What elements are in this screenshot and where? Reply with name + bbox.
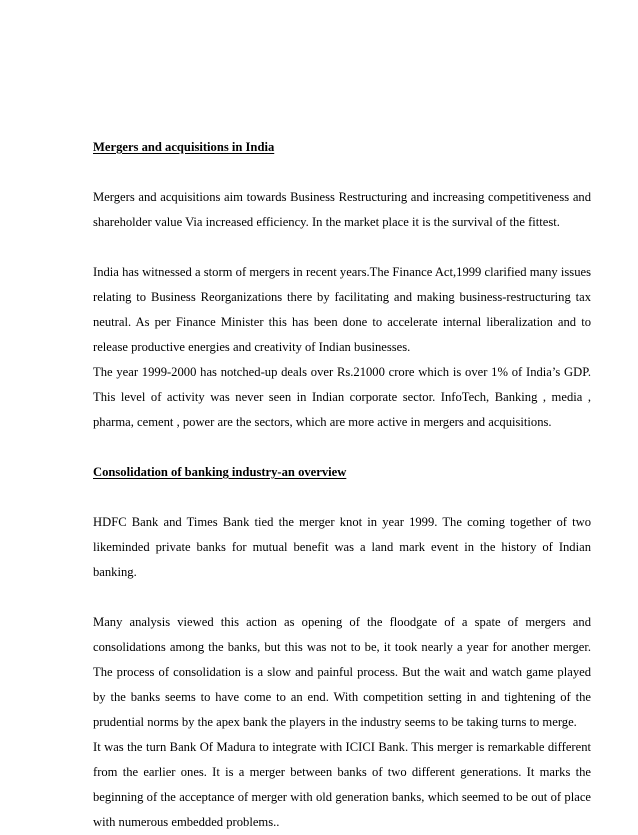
paragraph-finance-act: India has witnessed a storm of mergers in recent years.The Finance Act,1999 clarified many issues relating to Business Reorganizations there by facilitating and making business-restructuring tax neutral. As per Finance Minister this has been done to accelerate internal liberalization and to release productive energies and creativity of Indian businesses.: [93, 265, 591, 354]
section-heading-mergers-india: Mergers and acquisitions in India: [93, 140, 275, 154]
spacer: [93, 160, 591, 185]
paragraph-floodgate: Many analysis viewed this action as opening of the floodgate of a spate of mergers and consolidations among the banks, but this was not to be, it took nearly a year for another merger. The process of consolidation is a slow and painful process. But the wait and watch game played by the banks seems to have come to an end. With competition setting in and tightening of the prudential norms by the apex bank the players in the industry seems to be taking turns to merge.: [93, 615, 591, 729]
spacer: [93, 485, 591, 510]
paragraph-bank-of-madura: It was the turn Bank Of Madura to integrate with ICICI Bank. This merger is remarkable different from the earlier ones. It is a merger between banks of two different generations. It marks the beginning of the acceptance of merger with old generation banks, which seemed to be out of place with numerous embedded problems..: [93, 740, 591, 829]
spacer: [93, 435, 591, 460]
spacer: [93, 585, 591, 610]
section-heading-banking-consolidation: Consolidation of banking industry-an overview: [93, 465, 347, 479]
spacer: [93, 235, 591, 260]
document-page: [93, 135, 591, 835]
paragraph-deals-1999: The year 1999-2000 has notched-up deals over Rs.21000 crore which is over 1% of India’s GDP. This level of activity was never seen in Indian corporate sector. InfoTech, Banking , media , pharma, cement , power are the sectors, which are more active in mergers and acquisitions.: [93, 365, 591, 429]
paragraph-hdfc-times: HDFC Bank and Times Bank tied the merger knot in year 1999. The coming together of two likeminded private banks for mutual benefit was a land mark event in the history of Indian banking.: [93, 515, 591, 579]
paragraph-intro: Mergers and acquisitions aim towards Business Restructuring and increasing competitiveness and shareholder value Via increased efficiency. In the market place it is the survival of the fittest.: [93, 190, 591, 229]
